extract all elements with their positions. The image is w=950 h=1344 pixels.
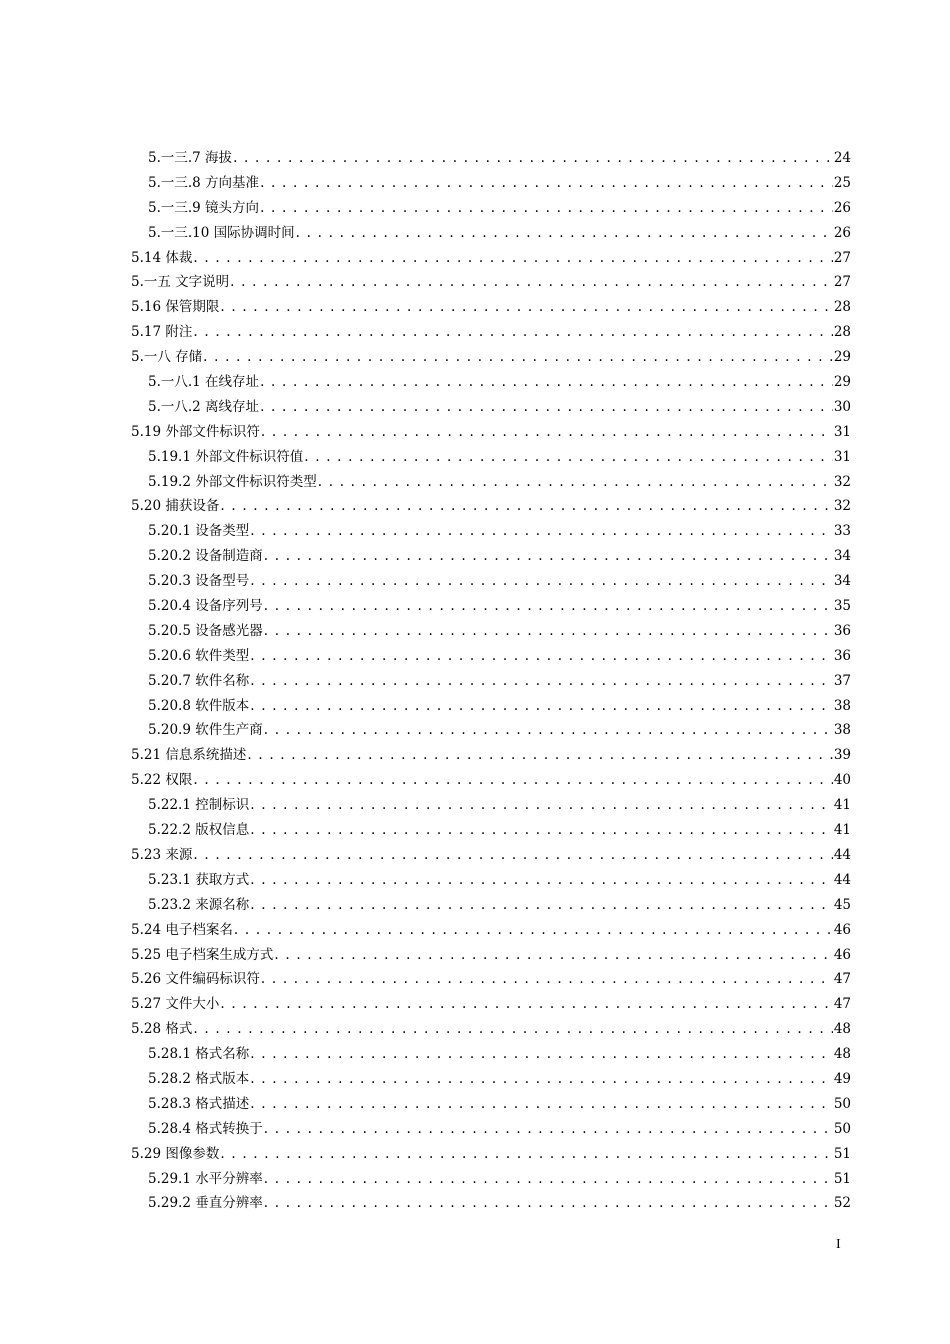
toc-entry-title: 5.一三.7 海拔 [148,150,233,166]
toc-entry-title: 5.19.1 外部文件标识符值 [148,448,304,465]
toc-entry[interactable] [131,1042,851,1067]
toc-entry[interactable] [131,967,851,992]
toc-entry-page: 38 [833,722,851,739]
toc-entry-page: 37 [833,672,851,689]
toc-entry[interactable] [131,943,851,968]
toc-entry-title: 5.22.1 控制标识 [148,797,250,814]
toc-entry[interactable] [131,345,851,370]
toc-entry-title: 5.23.2 来源名称 [148,896,250,913]
toc-entry-title: 5.28.1 格式名称 [148,1046,250,1063]
toc-entry-page: 29 [833,349,851,366]
toc-entry-title: 5.22.2 版权信息 [148,822,250,839]
toc-dot-leader [203,345,833,370]
toc-entry[interactable] [131,1067,851,1092]
toc-entry[interactable] [131,669,851,694]
toc-dot-leader [193,246,832,271]
toc-entry[interactable] [131,1117,851,1142]
toc-dot-leader [250,868,833,893]
toc-entry-title: 5.29 图像参数 [131,1145,220,1162]
toc-dot-leader [250,1042,833,1067]
toc-entry[interactable] [131,196,851,221]
toc-entry-title: 5.20.6 软件类型 [148,647,250,664]
toc-entry[interactable] [131,743,851,768]
toc-entry-page: 26 [833,199,851,216]
toc-entry[interactable] [131,544,851,569]
toc-entry[interactable] [131,320,851,345]
toc-entry-title: 5.25 电子档案生成方式 [131,946,274,963]
toc-entry-page: 32 [833,473,851,490]
toc-dot-leader [264,619,833,644]
toc-dot-leader [193,1017,832,1042]
toc-dot-leader [274,943,832,968]
toc-entry[interactable] [131,569,851,594]
toc-entry[interactable] [131,171,851,196]
toc-entry-page: 35 [833,598,851,615]
toc-entry-title: 5.24 电子档案名 [131,921,233,938]
toc-entry-page: 45 [833,896,851,913]
toc-entry[interactable] [131,519,851,544]
toc-entry-title: 5.22 权限 [131,772,193,789]
toc-entry-page: 39 [833,747,851,764]
toc-dot-leader [250,519,833,544]
toc-entry[interactable] [131,146,851,171]
toc-dot-leader [220,494,832,519]
toc-entry-title: 5.一五 文字说明 [131,274,230,291]
toc-dot-leader [264,1117,833,1142]
toc-entry-title: 5.28 格式 [131,1021,193,1038]
toc-entry-page: 50 [833,1120,851,1137]
toc-dot-leader [220,992,832,1017]
toc-entry-page: 51 [833,1145,851,1162]
toc-dot-leader [250,644,833,669]
toc-entry[interactable] [131,619,851,644]
toc-entry[interactable] [131,420,851,445]
toc-entry-title: 5.20.2 设备制造商 [148,548,263,565]
toc-dot-leader [193,320,832,345]
toc-dot-leader [250,1092,833,1117]
toc-dot-leader [250,818,833,843]
toc-entry-title: 5.20.4 设备序列号 [148,598,263,615]
toc-entry-title: 5.28.2 格式版本 [148,1070,250,1087]
toc-entry[interactable] [131,246,851,271]
toc-entry-page: 36 [833,647,851,664]
toc-entry[interactable] [131,818,851,843]
toc-entry-title: 5.14 体裁 [131,249,193,266]
toc-entry-page: 50 [833,1095,851,1112]
toc-entry-page: 34 [833,548,851,565]
toc-entry[interactable] [131,445,851,470]
toc-entry-title: 5.23.1 获取方式 [148,871,250,888]
toc-entry-page: 49 [833,1070,851,1087]
toc-dot-leader [220,1142,832,1167]
toc-dot-leader [234,918,833,943]
toc-entry-title: 5.19 外部文件标识符 [131,423,260,440]
toc-entry-page: 24 [833,150,851,166]
toc-entry-page: 36 [833,622,851,639]
page-number: I [836,1237,841,1252]
toc-entry-title: 5.29.2 垂直分辨率 [148,1195,263,1212]
toc-entry[interactable] [131,494,851,519]
toc-entry[interactable] [131,992,851,1017]
toc-entry[interactable] [131,868,851,893]
toc-entry-page: 44 [833,846,851,863]
toc-dot-leader [220,295,832,320]
toc-entry[interactable] [131,1017,851,1042]
toc-dot-leader [261,420,833,445]
toc-entry-title: 5.23 来源 [131,846,193,863]
toc-dot-leader [250,893,833,918]
toc-entry-title: 5.20.8 软件版本 [148,697,250,714]
toc-entry-title: 5.20.1 设备类型 [148,523,250,540]
toc-entry-page: 32 [833,498,851,515]
toc-entry-page: 33 [833,523,851,540]
toc-entry-title: 5.28.4 格式转换于 [148,1120,263,1137]
toc-dot-leader [304,445,833,470]
toc-entry-page: 44 [833,871,851,888]
toc-entry[interactable] [131,1191,851,1216]
toc-entry[interactable] [131,918,851,943]
toc-entry-title: 5.27 文件大小 [131,996,220,1013]
toc-dot-leader [296,221,833,246]
toc-entry[interactable] [131,1167,851,1192]
toc-entry-page: 31 [833,448,851,465]
toc-entry[interactable] [131,768,851,793]
toc-entry-page: 30 [833,398,851,415]
toc-entry-page: 29 [833,374,851,391]
toc-dot-leader [250,569,833,594]
toc-entry-page: 31 [833,423,851,440]
toc-dot-leader [250,694,833,719]
toc-entry[interactable] [131,718,851,743]
toc-dot-leader [264,544,833,569]
toc-dot-leader [250,1067,833,1092]
toc-entry[interactable] [131,370,851,395]
toc-dot-leader [318,470,833,495]
toc-entry-page: 41 [833,822,851,839]
toc-dot-leader [260,171,833,196]
toc-entry-title: 5.一三.8 方向基准 [148,174,260,191]
toc-entry-title: 5.16 保管期限 [131,299,220,316]
toc-entry[interactable] [131,1142,851,1167]
toc-dot-leader [260,395,833,420]
toc-entry-title: 5.20.3 设备型号 [148,573,250,590]
toc-dot-leader [261,967,833,992]
toc-entry-page: 34 [833,573,851,590]
toc-entry-title: 5.21 信息系统描述 [131,747,247,764]
toc-entry[interactable] [131,893,851,918]
toc-dot-leader [264,1167,833,1192]
toc-entry-title: 5.20.5 设备感光器 [148,622,263,639]
toc-entry[interactable] [131,793,851,818]
toc-entry-page: 51 [833,1170,851,1187]
toc-dot-leader [193,768,832,793]
toc-entry-page: 40 [833,772,851,789]
toc-entry-page: 52 [833,1195,851,1212]
toc-entry-title: 5.20.7 软件名称 [148,672,250,689]
toc-entry-title: 5.26 文件编码标识符 [131,971,260,988]
toc-entry-title: 5.20.9 软件生产商 [148,722,263,739]
toc-dot-leader [233,146,833,171]
toc-entry[interactable] [131,221,851,246]
toc-entry-page: 26 [833,224,851,241]
toc-entry-title: 5.一三.9 镜头方向 [148,199,260,216]
toc-dot-leader [250,669,833,694]
toc-entry-title: 5.28.3 格式描述 [148,1095,250,1112]
toc-dot-leader [250,793,833,818]
toc-entry[interactable] [131,395,851,420]
toc-dot-leader [264,718,833,743]
toc-entry-page: 47 [833,971,851,988]
toc-entry-page: 38 [833,697,851,714]
toc-entry[interactable] [131,1092,851,1117]
toc-entry-page: 47 [833,996,851,1013]
toc-dot-leader [230,270,833,295]
toc-entry-page: 46 [833,921,851,938]
toc-entry[interactable] [131,843,851,868]
toc-entry-title: 5.19.2 外部文件标识符类型 [148,473,317,490]
toc-dot-leader [260,370,833,395]
toc-entry-page: 48 [833,1021,851,1038]
toc-entry-title: 5.20 捕获设备 [131,498,220,515]
toc-entry-title: 5.29.1 水平分辨率 [148,1170,263,1187]
toc-entry-title: 5.17 附注 [131,324,193,341]
toc-entry[interactable] [131,295,851,320]
toc-entry-page: 27 [833,274,851,291]
toc-entry[interactable] [131,694,851,719]
toc-entry-title: 5.一八.1 在线存址 [148,374,260,391]
table-of-contents [131,146,851,1216]
toc-entry-title: 5.一八 存储 [131,349,203,366]
toc-dot-leader [260,196,833,221]
toc-dot-leader [264,594,833,619]
toc-entry-page: 27 [833,249,851,266]
toc-entry[interactable] [131,644,851,669]
toc-entry-page: 48 [833,1046,851,1063]
toc-entry-title: 5.一八.2 离线存址 [148,398,260,415]
toc-entry-page: 28 [833,299,851,316]
toc-dot-leader [264,1191,833,1216]
toc-entry-page: 28 [833,324,851,341]
toc-dot-leader [247,743,832,768]
toc-entry[interactable] [131,470,851,495]
toc-entry-page: 46 [833,946,851,963]
toc-entry-title: 5.一三.10 国际协调时间 [148,224,295,241]
toc-entry-page: 41 [833,797,851,814]
toc-entry-page: 25 [833,174,851,191]
toc-entry[interactable] [131,594,851,619]
toc-entry[interactable] [131,270,851,295]
toc-dot-leader [193,843,832,868]
